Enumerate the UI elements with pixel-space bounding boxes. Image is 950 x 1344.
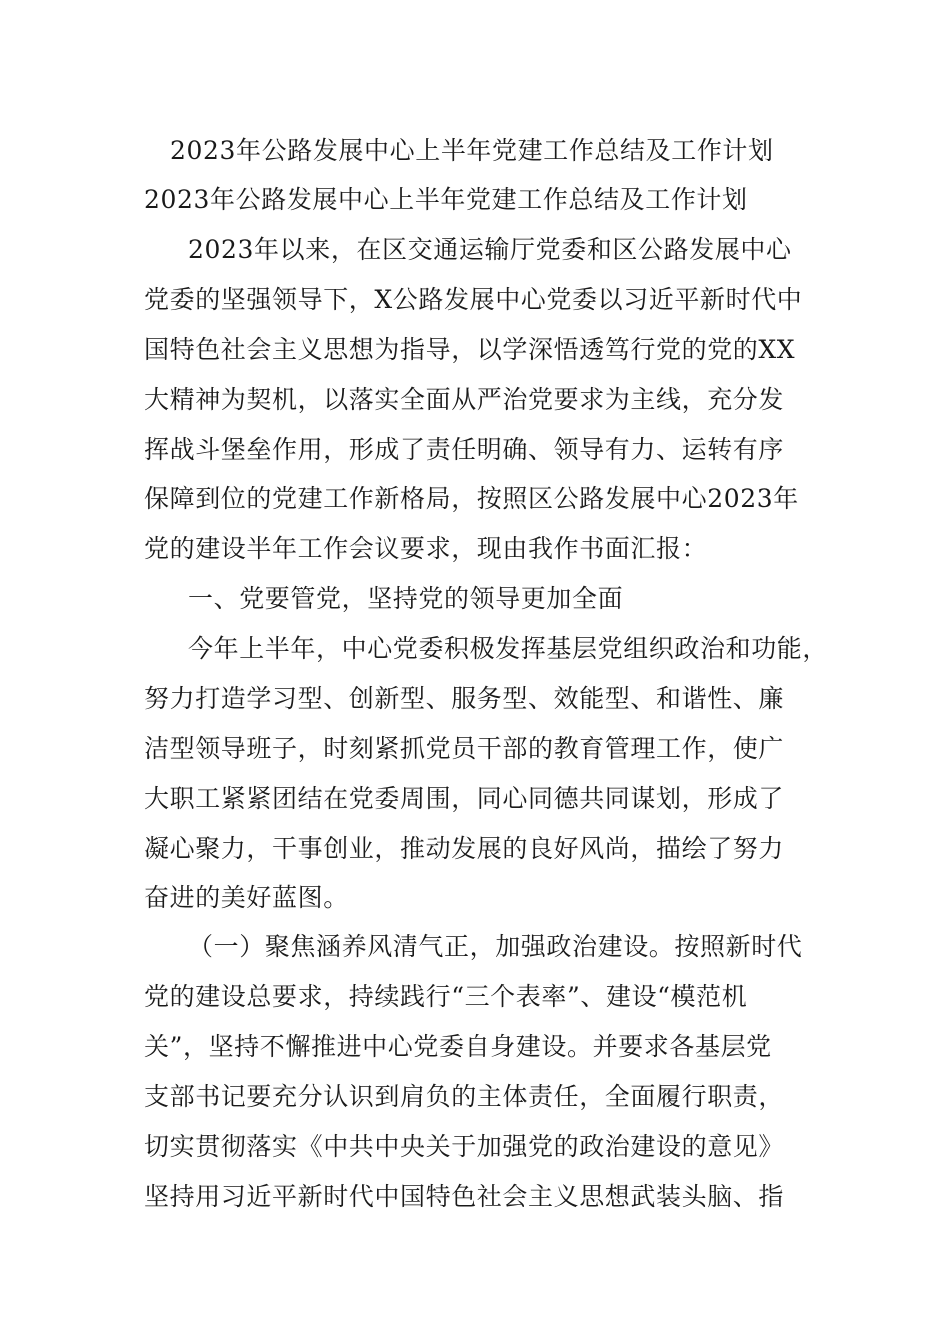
subsection-paragraph-line: 支部书记要充分认识到肩负的主体责任，全面履行职责， — [144, 1082, 785, 1111]
section-paragraph-line: 奋进的美好蓝图。 — [144, 883, 349, 912]
intro-paragraph-line: 党委的坚强领导下，X公路发展中心党委以习近平新时代中 — [144, 285, 803, 314]
section-paragraph-line: 凝心聚力，干事创业，推动发展的良好风尚，描绘了努力 — [144, 834, 785, 863]
section-heading: 一、党要管党，坚持党的领导更加全面 — [188, 584, 624, 613]
intro-paragraph-line: 大精神为契机，以落实全面从严治党要求为主线，充分发 — [144, 385, 785, 414]
section-paragraph-line: 努力打造学习型、创新型、服务型、效能型、和谐性、廉 — [144, 684, 785, 713]
intro-paragraph-line: 国特色社会主义思想为指导，以学深悟透笃行党的党的XX — [144, 335, 796, 364]
subsection-paragraph-line: 坚持用习近平新时代中国特色社会主义思想武装头脑、指 — [144, 1182, 785, 1211]
section-paragraph-line: 洁型领导班子，时刻紧抓党员干部的教育管理工作，使广 — [144, 734, 785, 763]
subsection-paragraph-line: 切实贯彻落实《中共中央关于加强党的政治建设的意见》 — [144, 1132, 785, 1161]
subsection-paragraph-line: 关”，坚持不懈推进中心党委自身建设。并要求各基层党 — [144, 1032, 772, 1061]
section-paragraph-line: 大职工紧紧团结在党委周围，同心同德共同谋划，形成了 — [144, 784, 785, 813]
intro-paragraph-line: 2023年以来，在区交通运输厅党委和区公路发展中心 — [188, 235, 792, 264]
subsection-paragraph-line: （一）聚焦涵养风清气正，加强政治建设。按照新时代 — [188, 932, 803, 961]
intro-paragraph-line: 党的建设半年工作会议要求，现由我作书面汇报： — [144, 534, 708, 563]
intro-paragraph-line: 挥战斗堡垒作用，形成了责任明确、领导有力、运转有序 — [144, 435, 785, 464]
document-title-line-1: 2023年公路发展中心上半年党建工作总结及工作计划 — [170, 136, 774, 165]
section-paragraph-line: 今年上半年，中心党委积极发挥基层党组织政治和功能， — [188, 634, 829, 663]
document-title-line-2: 2023年公路发展中心上半年党建工作总结及工作计划 — [144, 185, 748, 214]
subsection-paragraph-line: 党的建设总要求，持续践行“三个表率”、建设“模范机 — [144, 982, 748, 1011]
intro-paragraph-line: 保障到位的党建工作新格局，按照区公路发展中心2023年 — [144, 484, 799, 513]
